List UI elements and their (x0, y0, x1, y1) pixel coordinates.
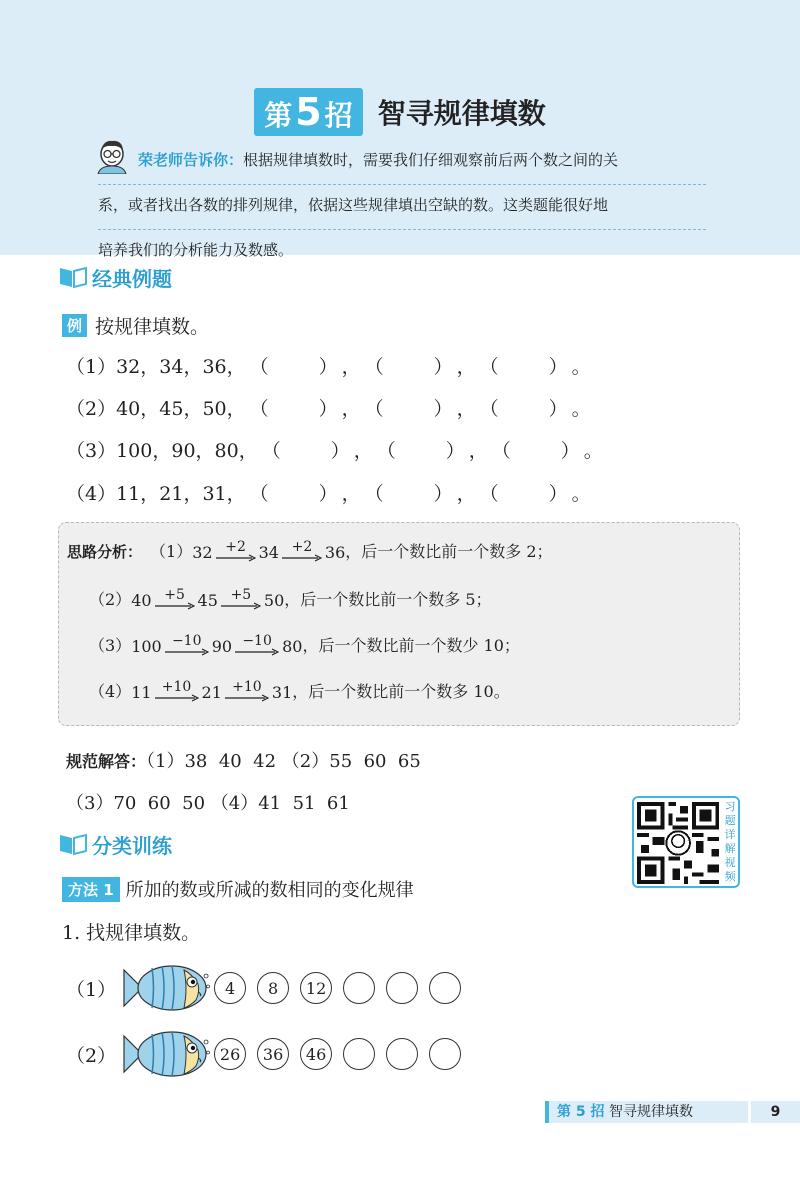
answer-blank[interactable]: （ ） (479, 356, 568, 378)
analysis-value: 36 (324, 543, 346, 562)
intro-text-1: 根据规律填数时，需要我们仔细观察前后两个数之间的关 (243, 151, 619, 169)
number-circle: 46 (300, 1038, 332, 1070)
answer-blank[interactable]: （ ） (364, 356, 453, 378)
question-number: （3） (66, 440, 117, 462)
qr-caption: 习 题 详 解 视 频 (724, 800, 736, 883)
answer-blank[interactable]: （ ） (249, 356, 338, 378)
analysis-line-1 (67, 539, 553, 562)
analysis-num: （3） (89, 636, 132, 655)
analysis-value: 45 (197, 591, 218, 610)
analysis-line-2 (89, 587, 492, 610)
row-number: （2） (66, 1044, 117, 1067)
answer-line-2 (66, 789, 350, 815)
answer-blank[interactable]: （ ） (364, 398, 453, 420)
analysis-line-3 (89, 633, 520, 656)
teacher-avatar-icon (92, 138, 132, 174)
arrow-step: +2 (216, 540, 256, 562)
teacher-label: 荣老师告诉你： (138, 151, 244, 169)
question-2: （2）40，45，50， （ ） ， （ ） ， （ ） 。 (66, 394, 591, 421)
answer-blank[interactable]: （ ） (261, 440, 350, 462)
arrow-step: −10 (165, 634, 209, 656)
analysis-num: （1） (150, 542, 193, 561)
arrow-step: +10 (155, 680, 199, 702)
lesson-number: 5 (295, 90, 322, 134)
answer-circle[interactable] (386, 972, 418, 1004)
footer-title (549, 1101, 748, 1123)
example-badge: 例 (62, 314, 87, 337)
number-circle: 4 (214, 972, 246, 1004)
analysis-value: 34 (258, 543, 279, 562)
analysis-box (58, 522, 740, 726)
answer-blank[interactable]: （ ） (249, 483, 338, 505)
lesson-name: 智寻规律填数 (377, 97, 546, 130)
page-footer (545, 1101, 800, 1123)
analysis-value: 100 (131, 637, 162, 656)
arrow-step: −10 (235, 634, 279, 656)
answer-circle[interactable] (429, 972, 461, 1004)
question-3: （3）100，90，80， （ ） ， （ ） ， （ ） 。 (66, 436, 603, 463)
intro-line-3: 培养我们的分析能力及数感。 (98, 241, 294, 259)
question-given: 40，45，50， (116, 398, 246, 420)
answer-blank[interactable]: （ ） (479, 398, 568, 420)
answer-circle[interactable] (343, 972, 375, 1004)
question-given: 32，34，36， (116, 356, 246, 378)
intro-line-1 (98, 140, 706, 185)
answer-blank[interactable]: （ ） (479, 483, 568, 505)
question-1: （1）32，34，36， （ ） ， （ ） ， （ ） 。 (66, 352, 591, 379)
page-number: 9 (748, 1101, 800, 1123)
answer-line-1 (66, 747, 421, 773)
number-circle: 26 (214, 1038, 246, 1070)
analysis-value: 31 (271, 683, 293, 702)
question-number: （1） (66, 356, 117, 378)
fish-icon (120, 960, 210, 1016)
lesson-title (0, 88, 800, 136)
number-circle: 8 (257, 972, 289, 1004)
answer-blank[interactable]: （ ） (249, 398, 338, 420)
qr-video-card[interactable] (632, 796, 740, 888)
book-icon (58, 832, 88, 856)
arrow-step: +10 (225, 680, 269, 702)
intro-line-2: 系，或者找出各数的排列规律，依据这些规律填出空缺的数。这类题能很好地 (98, 185, 706, 230)
analysis-value: 11 (131, 683, 152, 702)
lesson-prefix: 第 (264, 99, 293, 132)
question-number: （4） (66, 483, 117, 505)
row-number: （1） (66, 978, 117, 1001)
analysis-num: （2） (89, 590, 132, 609)
number-circle: 12 (300, 972, 332, 1004)
section-heading-classic (58, 262, 172, 292)
answer-circle[interactable] (386, 1038, 418, 1070)
section-heading-practice (58, 829, 172, 859)
number-circle: 36 (257, 1038, 289, 1070)
answer-title: 规范解答： (66, 752, 147, 771)
teacher-intro (98, 140, 706, 275)
analysis-desc: ，后一个数比前一个数多 2； (345, 542, 553, 561)
example-header (62, 312, 209, 339)
qr-code-icon[interactable] (637, 801, 719, 885)
arrow-step: +5 (155, 588, 195, 610)
analysis-value: 90 (211, 637, 233, 656)
method-text: 所加的数或所减的数相同的变化规律 (125, 880, 414, 901)
example-prompt: 按规律填数。 (95, 316, 210, 338)
section-heading-label: 经典例题 (92, 266, 172, 291)
analysis-line-4 (89, 679, 510, 702)
arrow-step: +5 (221, 588, 261, 610)
analysis-desc: ，后一个数比前一个数多 5； (284, 590, 492, 609)
answer-circle[interactable] (429, 1038, 461, 1070)
answer-blank[interactable]: （ ） (376, 440, 465, 462)
analysis-num: （4） (89, 682, 132, 701)
question-4: （4）11，21，31， （ ） ， （ ） ， （ ） 。 (66, 479, 591, 506)
fish-icon (120, 1026, 210, 1082)
arrow-step: +2 (282, 540, 322, 562)
book-icon (58, 265, 88, 289)
analysis-desc: ，后一个数比前一个数多 10。 (292, 682, 510, 701)
lesson-suffix: 招 (324, 99, 353, 132)
answer-text-2: （3）70 60 50 （4）41 51 61 (66, 793, 350, 814)
answer-blank[interactable]: （ ） (364, 483, 453, 505)
fish-row-2 (66, 1026, 472, 1082)
analysis-title: 思路分析： (67, 543, 143, 561)
analysis-value: 40 (131, 591, 152, 610)
footer-lesson-title: 智寻规律填数 (608, 1104, 693, 1120)
section-heading-label: 分类训练 (92, 833, 172, 858)
question-given: 100，90，80， (116, 440, 258, 462)
analysis-value: 80 (282, 637, 303, 656)
lesson-tag (254, 88, 362, 136)
fish-row-1 (66, 960, 472, 1016)
question-given: 11，21，31， (116, 483, 246, 505)
exercise-title: 1. 找规律填数。 (62, 922, 201, 944)
method-badge: 方法 1 (62, 877, 120, 902)
analysis-value: 32 (192, 543, 213, 562)
answer-text-1: （1）38 40 42 （2）55 60 65 (146, 751, 421, 772)
analysis-value: 21 (201, 683, 222, 702)
answer-blank[interactable]: （ ） (491, 440, 580, 462)
analysis-value: 50 (263, 591, 285, 610)
analysis-desc: ，后一个数比前一个数少 10； (302, 636, 520, 655)
answer-circle[interactable] (343, 1038, 375, 1070)
method-heading (62, 876, 414, 902)
question-number: （2） (66, 398, 117, 420)
footer-tag: 第 5 招 (557, 1104, 605, 1120)
